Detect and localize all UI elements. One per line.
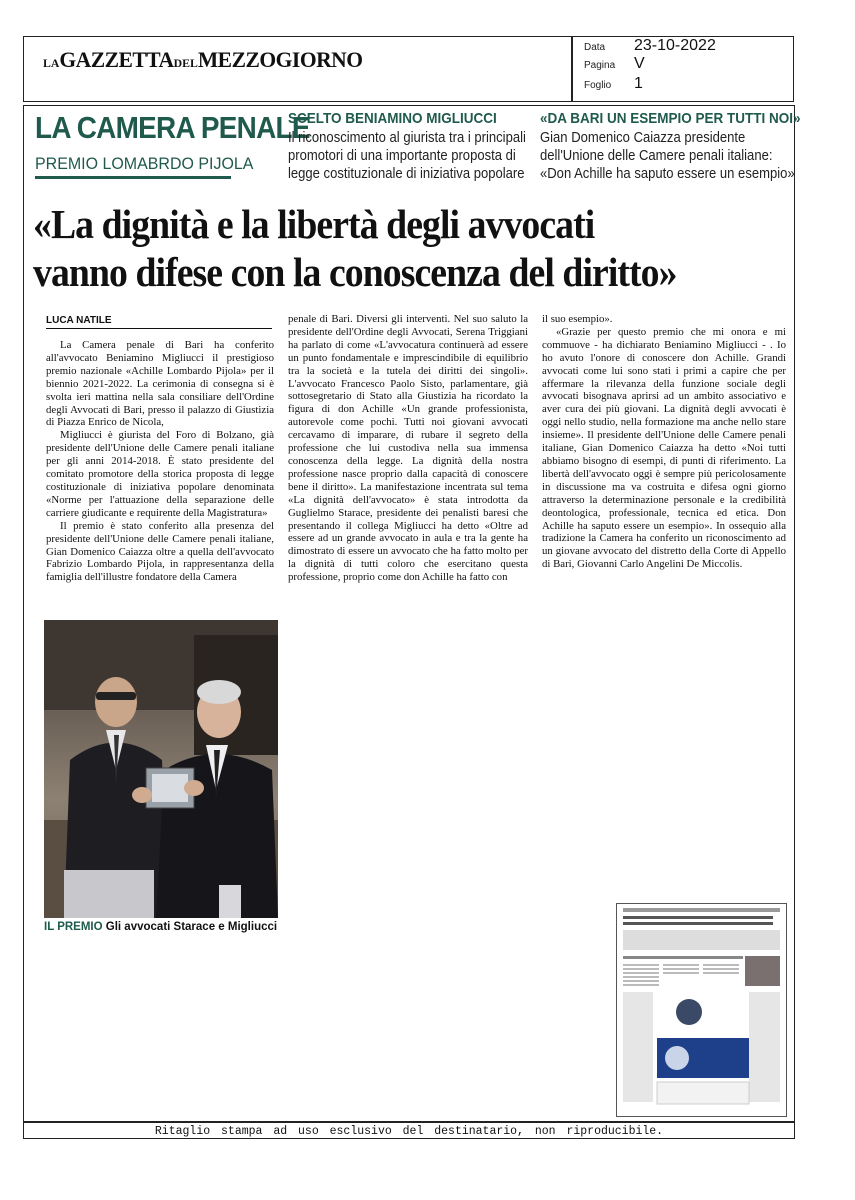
headline-line2: vanno difese con la conoscenza del diritto» xyxy=(33,249,677,295)
byline: LUCA NATILE xyxy=(46,315,272,329)
kicker1-line: Il riconoscimento al giurista tra i principali xyxy=(288,130,526,146)
kicker2-line: dell'Unione delle Camere penali italiane: xyxy=(540,148,773,164)
masthead-la: LA xyxy=(43,56,60,70)
kicker1-line: legge costituzionale di iniziativa popolare xyxy=(288,166,525,182)
kicker2-title: «DA BARI UN ESEMPIO PER TUTTI NOI» xyxy=(540,110,801,127)
pagina-value: V xyxy=(634,55,645,72)
article-column-3 xyxy=(542,313,786,571)
page-thumbnail-illustration xyxy=(617,904,786,1116)
masthead-gazzetta: GAZZETTA xyxy=(59,47,174,72)
award-photo xyxy=(44,620,278,918)
headline xyxy=(33,200,793,296)
data-value: 23-10-2022 xyxy=(634,37,716,54)
caption-lead: IL PREMIO xyxy=(44,921,103,933)
foglio-value: 1 xyxy=(634,75,643,92)
paragraph: La Camera penale di Bari ha conferito all'avvocato Beniamino Migliucci il prestigioso premio nazionale «Achille Lombardo Pijola» per il biennio 2021-2022. La cerimonia di consegna si è svolta ieri mattina nella sala consiliare dell'Ordine degli Avvocati di Bari, presso il palazzo di Giustizia di Piazza Enrico de Nicola, xyxy=(46,339,274,429)
newspaper-masthead xyxy=(43,47,363,73)
paragraph: penale di Bari. Diversi gli interventi. Nel suo saluto la presidente dell'Ordine degli Avvocati, Serena Triggiani ha parlato di come «L'avvocatura continuerà ad essere un punto fondamentale e imprescindibile di equilibrio tra la società e la tutela dei diritti dei singoli». L'avvocato Francesco Paolo Sisto, parlamentare, già sottosegretario di Stato alla Giustizia ha ricordato la figura di don Achille «Un grande professionista, autorevole come pochi. Tutti noi giovani avvocati cercavamo di imparare, di rubare il segreto della professione che lui custodiva nella sua immensa conoscenza della legge. La dignità della nostra professione nasce proprio dalla capacità di conoscere bene il diritto». La manifestazione incentrata sul tema «La dignità dell'avvocato» è stata introdotta da Guglielmo Starace, presidente dei penalisti baresi che presentando il collega Migliucci ha detto «Oltre ad essere ad un grande avvocato in aula e tra la gente ha dimostrato di essere un avvocato che ha fatto molto per la dignità di tutti coloro che esercitano questa professione, proprio come don Achille ha fatto con xyxy=(288,313,528,584)
headline-line1: «La dignità e la libertà degli avvocati xyxy=(33,201,595,247)
section-subtitle: PREMIO LOMABRDO PIJOLA xyxy=(35,154,254,173)
data-label: Data xyxy=(584,42,606,53)
kicker2-line: Gian Domenico Caiazza presidente xyxy=(540,130,746,146)
photo-caption xyxy=(44,921,277,933)
reproduction-notice: Ritaglio stampa ad uso esclusivo del destinatario, non riproducibile. xyxy=(23,1122,795,1139)
foglio-label: Foglio xyxy=(584,80,612,91)
paragraph: Migliucci è giurista del Foro di Bolzano, già presidente dell'Unione delle Camere penali italiane per gli anni 2014-2018. È stato presidente del comitato promotore della storica proposta di legge costituzionale di iniziativa popolare denominata «Norme per l'attuazione della separazione delle carriere giudicante e requirente della Magistratura» xyxy=(46,429,274,519)
photo-illustration xyxy=(44,620,278,918)
section-title: LA CAMERA PENALE xyxy=(35,110,310,145)
kicker1-line: promotori di una importante proposta di xyxy=(288,148,516,164)
kicker2-line: «Don Achille ha saputo essere un esempio» xyxy=(540,166,795,182)
paragraph: «Grazie per questo premio che mi onora e mi commuove - ha dichiarato Beniamino Migliucci - . Io ho avuto l'onore di conoscere don Achille. Grandi avvocati come lui sono stati i primi a capire che per affermare la rilevanza della funzione sociale degli avvocati bisognava aprirsi ad un ambito associativo e aver cura dei più giovani. La dignità degli avvocati è oggi nello studio, nella formazione ma anche nello stare insieme». Il presidente dell'Unione delle Camere penali italiane, Gian Domenico Caiazza ha detto «Noi tutti abbiamo bisogno di esempi, di punti di riferimento. La libertà dell'avvocato oggi è sempre più pericolosamente in discussione ma va costruita e difesa ogni giorno attraverso la determinazione personale e la credibilità deontologica, professionale, tecnica ed etica. Don Achille ha saputo essere un esempio». In ossequio alla tradizione la Camera ha conferito un riconoscimento ad un giovane avvocato del distretto della Corte di Appello di Bari, Giovanni Carlo Angelini De Miccolis. xyxy=(542,325,786,571)
pagina-label: Pagina xyxy=(584,60,616,71)
paragraph: Il premio è stato conferito alla presenza del presidente dell'Unione delle Camere penali italiane, Gian Domenico Caiazza oltre a quella dell'avvocato Fabrizio Lombardo Pijola, in rappresentanza della famiglia dell'illustre fondatore della Camera xyxy=(46,519,274,584)
section-rule xyxy=(35,176,231,179)
article-column-1 xyxy=(46,339,274,584)
kicker1-title: SCELTO BENIAMINO MIGLIUCCI xyxy=(288,110,497,127)
paragraph: il suo esempio». xyxy=(542,313,613,325)
masthead-del: DEL xyxy=(173,56,198,70)
article-column-2 xyxy=(288,313,528,584)
masthead-mezzogiorno: MEZZOGIORNO xyxy=(197,47,363,72)
caption-text: Gli avvocati Starace e Migliucci xyxy=(105,921,278,933)
page-thumbnail xyxy=(616,903,787,1117)
